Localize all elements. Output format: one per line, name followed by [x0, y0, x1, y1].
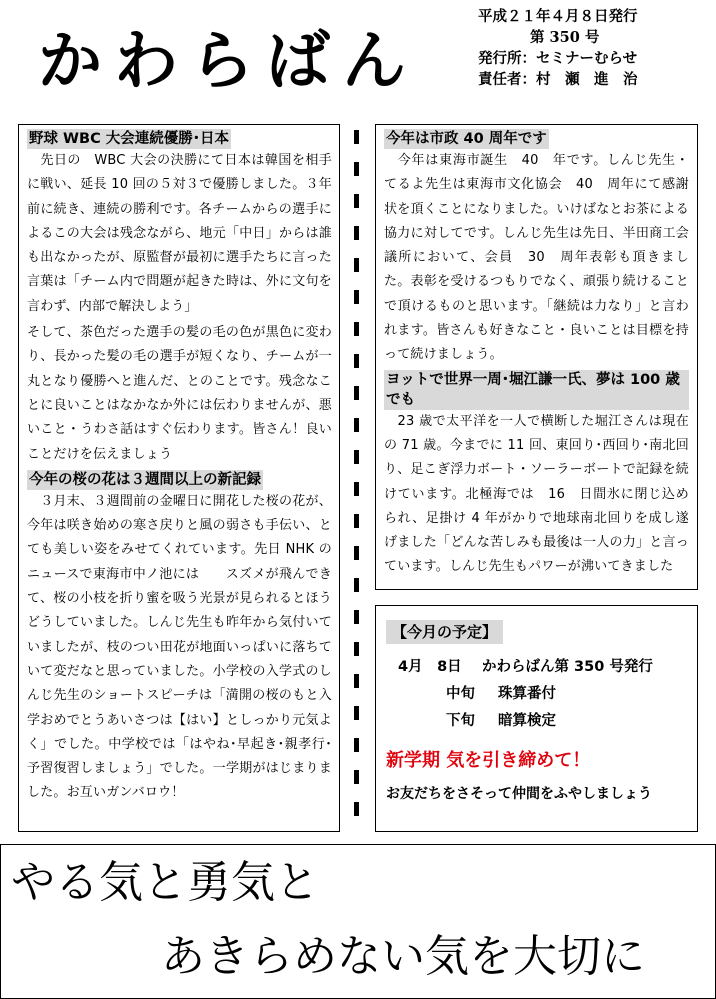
schedule-title: 【今月の予定】: [386, 620, 503, 644]
column-divider: [354, 130, 359, 830]
right-column-box: [375, 124, 698, 590]
slogan-line-2: あきらめない気を大切に: [161, 931, 645, 982]
schedule-list: [398, 654, 687, 735]
schedule-item: [398, 708, 687, 735]
schedule-date: 下旬: [446, 713, 475, 729]
article-yacht: [384, 370, 689, 580]
issue-number: 第 350 号: [530, 29, 600, 46]
issue-editor: 責任者：村 瀬 進 治: [478, 71, 638, 88]
schedule-box: [375, 605, 698, 832]
masthead-title: かわらばん: [38, 25, 418, 99]
article-body: ３月末、３週間前の金曜日に開花した桜の花が、今年は咲き始めの寒さ戻りと風の弱さも手伝い、とても美しい姿をみせてくれています。先日 NHK のニュースで東海市中ノ池には スズメが飛んできて、桜の小枝を折り蜜を吸う光景が見られるとほうどうしていました。しんじ先生も昨年から気付いていましたが、枝のつい田花が地面いっぱいに落ちていて変だなと思っていました。小学校の入学式のしんじ先生のショートスピーチは「満開の桜のもと入学おめでとうあいさつは【はい】としっかり元気よく」でした。中学校では「はやね･早起き･親孝行･予習復習しましょう」でした。一学期がはじまりました。お互いガンバロウ！: [27, 493, 332, 801]
article-body: 23 歳で太平洋を一人で横断した堀江さんは現在の 71 歳。今までに 11 回、東回り･西回り･南北回り、足こぎ浮力ボート・ソーラーボートで記録を続けています。北極海では 16 日間氷に閉じ込められ、足掛け 4 年がかりで地球南北回りを成し遂げました「どんな苦しみも最後は一人の力」と言っています。しんじ先生もパワーが沸いてきました: [384, 413, 689, 575]
article-title: 今年は市政 40 周年です: [386, 131, 547, 147]
article-body: 先日の WBC 大会の決勝にて日本は韓国を相手に戦い、延長 10 回の５対３で優勝しました。３年前に続き、連続の勝利です。各チームからの選手によるこの大会は残念ながら、地元「中日」からは誰も出なかったが、原監督が最初に選手たちに言った言葉は「チーム内で問題が起きた時は、外に文句を言わず、内部で解決しよう」: [27, 153, 332, 314]
schedule-item: [398, 654, 687, 681]
schedule-closing: お友だちをさそって仲間をふやしましょう: [386, 786, 652, 802]
schedule-event: 暗算検定: [498, 713, 556, 729]
article-title: ヨットで世界一周･堀江謙一氏、夢は 100 歳でも: [384, 370, 689, 410]
article-body: 今年は東海市誕生 40 年です。しんじ先生・てるよ先生は東海市文化協会 40 周年にて感謝状を頂くことになりました。いけばなとお茶による協力に対してです。しんじ先生は先日、半田商工会議所において、会員 30 周年表彰も頂きました。表彰を受けるつもりでなく、頑張り続けることで頂けるものと思います。「継続は力なり」と言われます。皆さんも好きなこと・良いことは目標を持って続けましょう。: [384, 153, 689, 363]
article-wbc: [27, 128, 332, 467]
article-city-anniversary: [384, 128, 689, 368]
issue-date: 平成２１年４月８日発行: [478, 8, 638, 25]
schedule-date: 中旬: [446, 686, 475, 702]
article-sakura: [27, 469, 332, 806]
schedule-alert: 新学期 気を引き締めて！: [386, 750, 591, 771]
slogan-line-1: やる気と勇気と: [11, 857, 319, 908]
left-column-box: [18, 124, 340, 832]
schedule-event: 珠算番付: [498, 686, 556, 702]
issue-info: [478, 6, 710, 90]
article-body-continued: そして、茶色だった選手の髪の毛の色が黒色に変わり、長かった髪の毛の選手が短くなり、チームが一丸となり優勝へと進んだ、とのことです。残念なことに良いことはなかなか外には伝わりませんが、悪いこと・うわさ話はすぐ伝わります。皆さん！良いことだけを伝えましょう: [27, 325, 332, 462]
article-title: 今年の桜の花は３週間以上の新記録: [29, 471, 261, 488]
issue-publisher: 発行所：セミナーむらせ: [478, 50, 638, 67]
schedule-event: かわらばん第 350 号発行: [482, 659, 653, 675]
schedule-date: 4月 8日: [398, 659, 462, 675]
slogan-box: [0, 844, 716, 999]
schedule-item: [398, 681, 687, 708]
article-title: 野球 WBC 大会連続優勝･日本: [29, 131, 230, 147]
